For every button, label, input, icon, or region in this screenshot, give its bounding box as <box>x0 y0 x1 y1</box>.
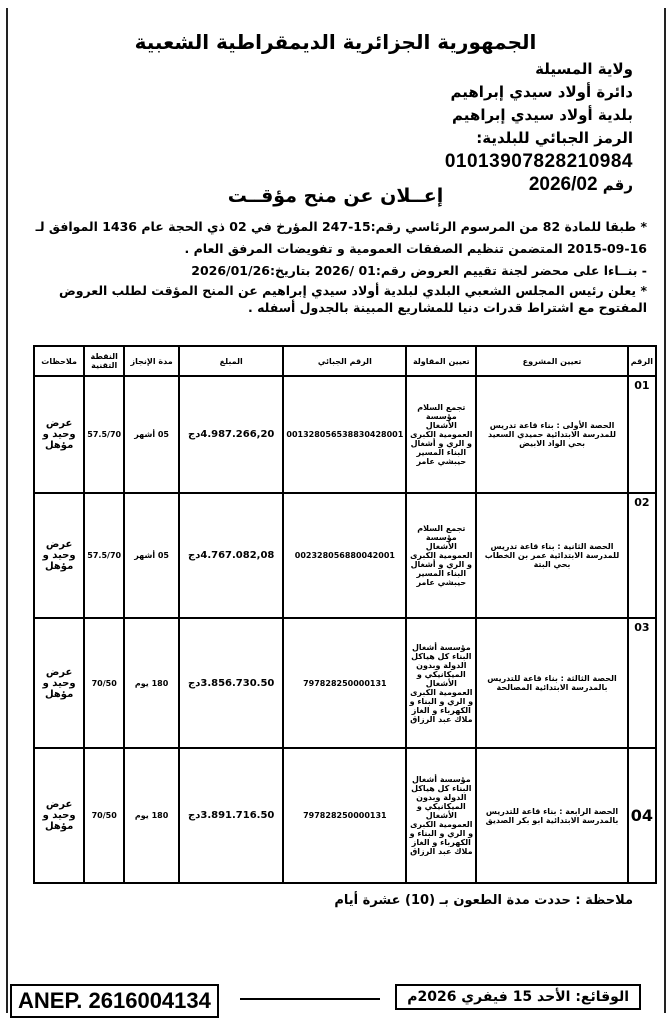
row-remark: عرض وحيد و مؤهل <box>34 618 84 748</box>
row-tax: 797828250000131 <box>283 618 406 748</box>
commune: بلدية أولاد سيدي إبراهيم <box>452 106 633 124</box>
table-row <box>34 376 656 493</box>
row-num: 04 <box>628 748 656 883</box>
row-project: الحصة الثالثة : بناء قاعة للتدريس بالمدرسة الابتدائية المصالحة <box>476 618 627 748</box>
row-project: الحصة الرابعة : بناء قاعة للتدريس بالمدرسة الابتدائية ابو بكر الصديق <box>476 748 627 883</box>
row-company: مؤسسة أشغال البناء كل هياكل الدولة وبدون الميكانيكي و الأشغال العمومية الكبرى و الري و البناء و الكهرباء و الغاز ملاك عبد الرزاق <box>406 618 476 748</box>
tax-code: 01013907828210984 <box>444 151 633 172</box>
row-project: الحصة الثانية : بناء قاعة تدريس للمدرسة الابتدائية عمر بن الخطاب بحي البتة <box>476 493 627 618</box>
col-tax: الرقم الجبائي <box>283 346 406 376</box>
row-num: 03 <box>628 618 656 748</box>
wilaya: ولاية المسيلة <box>535 60 633 78</box>
paragraph-award: * يعلن رئيس المجلس الشعبي البلدي لبلدية أولاد سيدي إبراهيم عن المنح المؤقت لطلب العروض المفتوح مع اشتراط قدرات دنيا للمشاريع المبينة بالجدول أسفله . <box>58 283 647 315</box>
award-table <box>33 345 657 884</box>
row-company: تجمع السلام مؤسسة الأشغال العمومية الكبرى و الري و أشغال البناء المسير حيبشي عامر <box>406 493 476 618</box>
row-amount: 3.856.730.50دج <box>179 618 283 748</box>
col-company: تعيين المقاولة <box>406 346 476 376</box>
table-row <box>34 493 656 618</box>
row-remark: عرض وحيد و مؤهل <box>34 748 84 883</box>
republic-title: الجمهورية الجزائرية الديمقراطية الشعبية <box>134 30 537 54</box>
daira: دائرة أولاد سيدي إبراهيم <box>450 83 633 101</box>
row-duration: 180 يوم <box>124 748 179 883</box>
row-company: تجمع السلام مؤسسة الأشغال العمومية الكبرى و الري و أشغال البناء المسير حيبشي عامر <box>406 376 476 493</box>
row-duration: 180 يوم <box>124 618 179 748</box>
row-remark: عرض وحيد و مؤهل <box>34 376 84 493</box>
issuer-block <box>445 58 633 197</box>
footer-rule <box>240 998 380 1000</box>
row-score: 57.5/70 <box>84 493 124 618</box>
row-duration: 05 أشهر <box>124 493 179 618</box>
row-score: 70/50 <box>84 618 124 748</box>
row-tax: 001328056538830428001 <box>283 376 406 493</box>
row-amount: 4.767.082,08دج <box>179 493 283 618</box>
table-row <box>34 748 656 883</box>
ref-label: رقم <box>602 176 633 194</box>
col-project: تعيين المشروع <box>476 346 627 376</box>
col-score: النقطة التقنية <box>84 346 124 376</box>
row-duration: 05 أشهر <box>124 376 179 493</box>
row-amount: 4.987.266,20دج <box>179 376 283 493</box>
row-score: 70/50 <box>84 748 124 883</box>
table-row <box>34 618 656 748</box>
row-amount: 3.891.716.50دج <box>179 748 283 883</box>
table-header <box>34 346 656 376</box>
col-num: الرقم <box>628 346 656 376</box>
appeal-note: ملاحظة : حددت مدة الطعون بـ (10) عشرة أيام <box>334 893 633 908</box>
announcement-body <box>34 216 647 316</box>
row-tax: 797828250000131 <box>283 748 406 883</box>
row-project: الحصة الأولى : بناء قاعة تدريس للمدرسة الابتدائية حميدي السعيد بحي الواد الابيض <box>476 376 627 493</box>
row-score: 57.5/70 <box>84 376 124 493</box>
row-company: مؤسسة أشغال البناء كل هياكل الدولة وبدون الميكانيكي و الأشغال العمومية الكبرى و الري و البناء و الكهرباء و الغاز ملاك عبد الرزاق <box>406 748 476 883</box>
announcement-title: إعــلان عن منح مؤقــت <box>227 185 444 207</box>
row-num: 02 <box>628 493 656 618</box>
tax-label: الرمز الجبائي للبلدية: <box>476 129 633 147</box>
row-tax: 002328056880042001 <box>283 493 406 618</box>
paragraph-minutes: - بنــاءا على محضر لجنة تقييم العروض رقم:01 /2026 بتاريخ:2026/01/26 <box>191 263 647 278</box>
col-remark: ملاحظات <box>34 346 84 376</box>
col-duration: مدة الإنجاز <box>124 346 179 376</box>
paragraph-decree: * طبقا للمادة 82 من المرسوم الرئاسي رقم:15-247 المؤرخ في 02 ذي الحجة عام 1436 الموافق لـ 16-09-2015 المتضمن تنظيم الصفقات العمومية و تفويضات المرفق العام . <box>35 219 647 256</box>
col-amount: المبلغ <box>179 346 283 376</box>
anep-number: ANEP. 2616004134 <box>10 984 219 1018</box>
row-remark: عرض وحيد و مؤهل <box>34 493 84 618</box>
row-num: 01 <box>628 376 656 493</box>
publication-date: الوقائع: الأحد 15 فيفري 2026م <box>395 984 641 1010</box>
ref-number: 2026/02 <box>528 174 598 195</box>
